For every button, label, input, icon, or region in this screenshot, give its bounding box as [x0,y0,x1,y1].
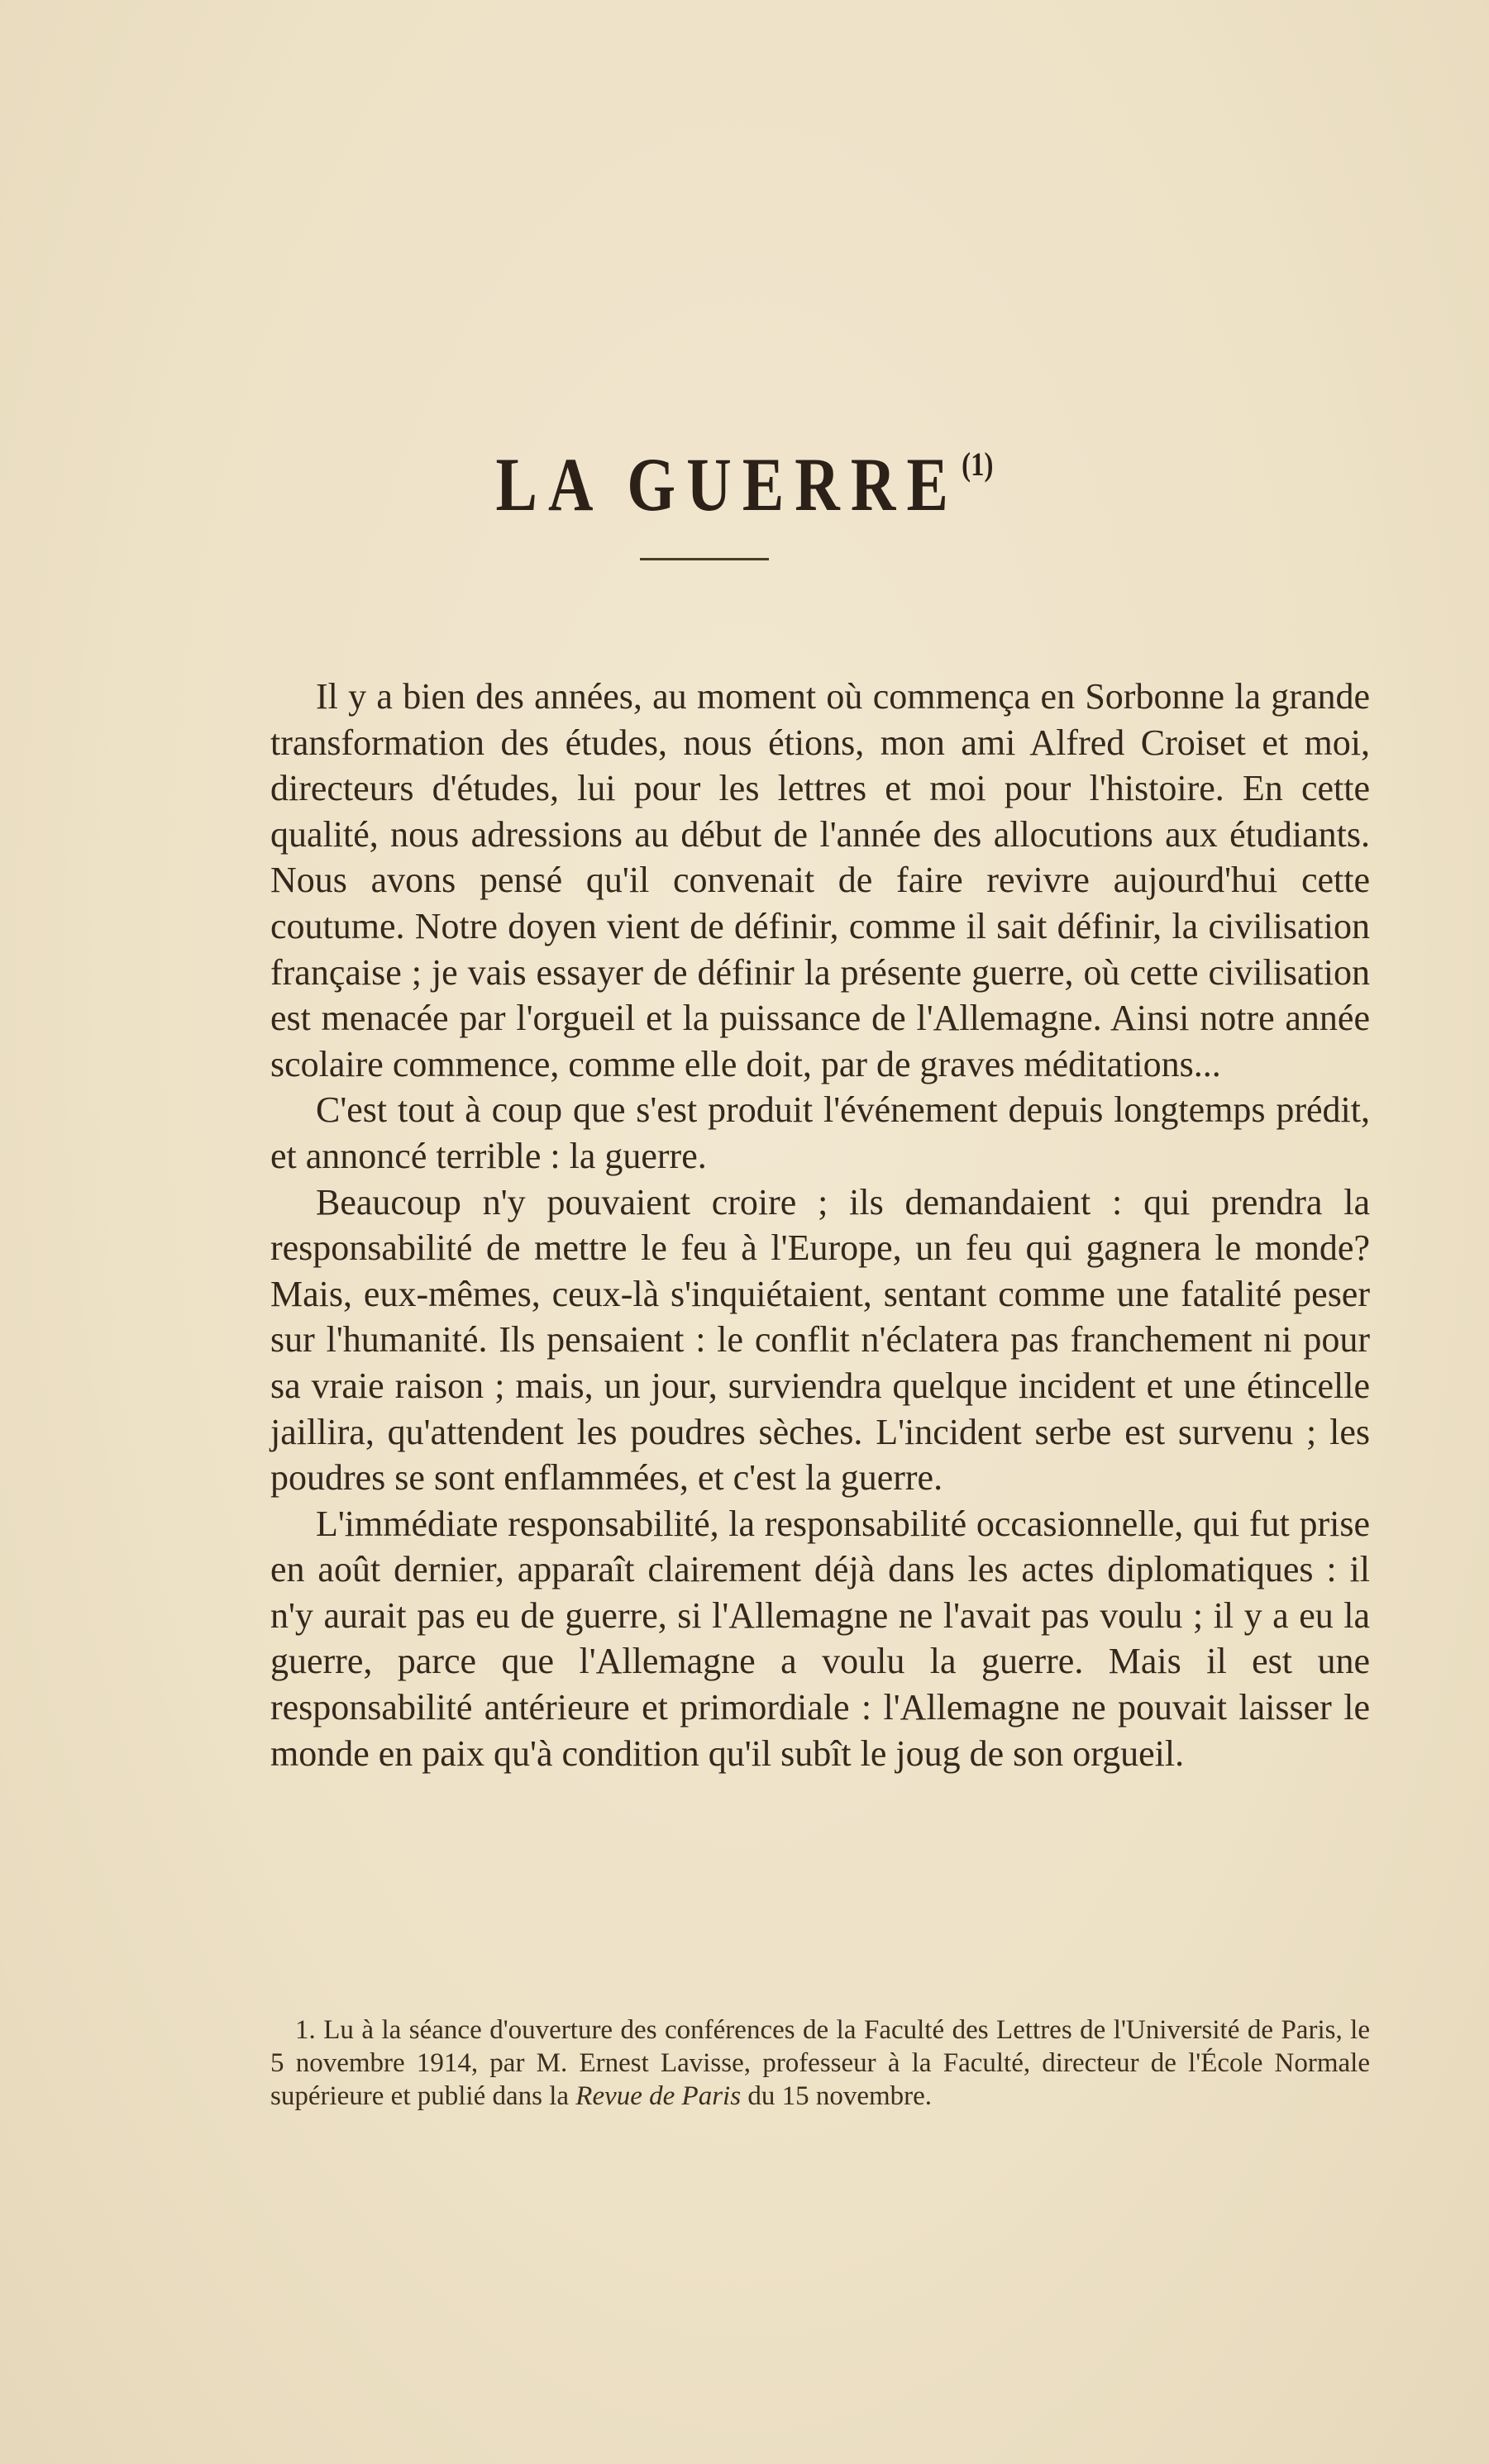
footnote [270,2014,1370,2113]
paragraph-1: Il y a bien des années, au moment où commença en Sorbonne la grande transformation des études, nous étions, mon ami Alfred Croiset et moi, directeurs d'études, lui pour les lettres et moi pour l'histoire. En cette qualité, nous adressions au début de l'année des allocutions aux étudiants. Nous avons pensé qu'il convenait de faire revivre aujourd'hui cette coutume. Notre doyen vient de définir, comme il sait définir, la civilisation française ; je vais essayer de définir la présente guerre, où cette civilisation est menacée par l'orgueil et la puissance de l'Allemagne. Ainsi notre année scolaire commence, comme elle doit, par de graves méditations... [270,676,1370,1084]
page-title [134,441,1355,527]
footnote-text: Lu à la séance d'ouverture des conférences de la Faculté des Lettres de l'Université de Paris, le 5 novembre 1914, par M. Ernest Lavisse, professeur à la Faculté, directeur de l'École Normale supérieure et publié dans la [270,2015,1371,2111]
title-divider [640,558,769,560]
footnote-publication-title: Revue de Paris [575,2081,742,2111]
paragraph-3: Beaucoup n'y pouvaient croire ; ils demandaient : qui prendra la responsabilité de mettre le feu à l'Europe, un feu qui gagnera le monde? Mais, eux-mêmes, ceux-là s'inquiétaient, sentant comme une fatalité peser sur l'humanité. Ils pensaient : le conflit n'éclatera pas franchement ni pour sa vraie raison ; mais, un jour, surviendra quelque incident et une étincelle jaillira, qu'attendent les poudres sèches. L'incident serbe est survenu ; les poudres se sont enflammées, et c'est la guerre. [270,1181,1370,1499]
footnote-date: du 15 novembre. [747,2081,933,2111]
body-text [270,674,1370,1776]
title-footnote-marker: (1) [962,445,994,483]
footnote-number: 1. [295,2015,316,2045]
paragraph-4: L'immédiate responsabilité, la responsabilité occasionnelle, qui fut prise en août dernier, apparaît clairement déjà dans les actes diplomatiques : il n'y aurait pas eu de guerre, si l'Allemagne ne l'avait pas voulu ; il y a eu la guerre, parce que l'Allemagne a voulu la guerre. Mais il est une responsabilité antérieure et primordiale : l'Allemagne ne pouvait laisser le monde en paix qu'à condition qu'il subît le joug de son orgueil. [270,1503,1370,1774]
footnote-paragraph [270,2014,1370,2113]
title-text: LA GUERRE [495,441,959,527]
paragraph-2: C'est tout à coup que s'est produit l'événement depuis longtemps prédit, et annoncé terrible : la guerre. [270,1089,1370,1176]
